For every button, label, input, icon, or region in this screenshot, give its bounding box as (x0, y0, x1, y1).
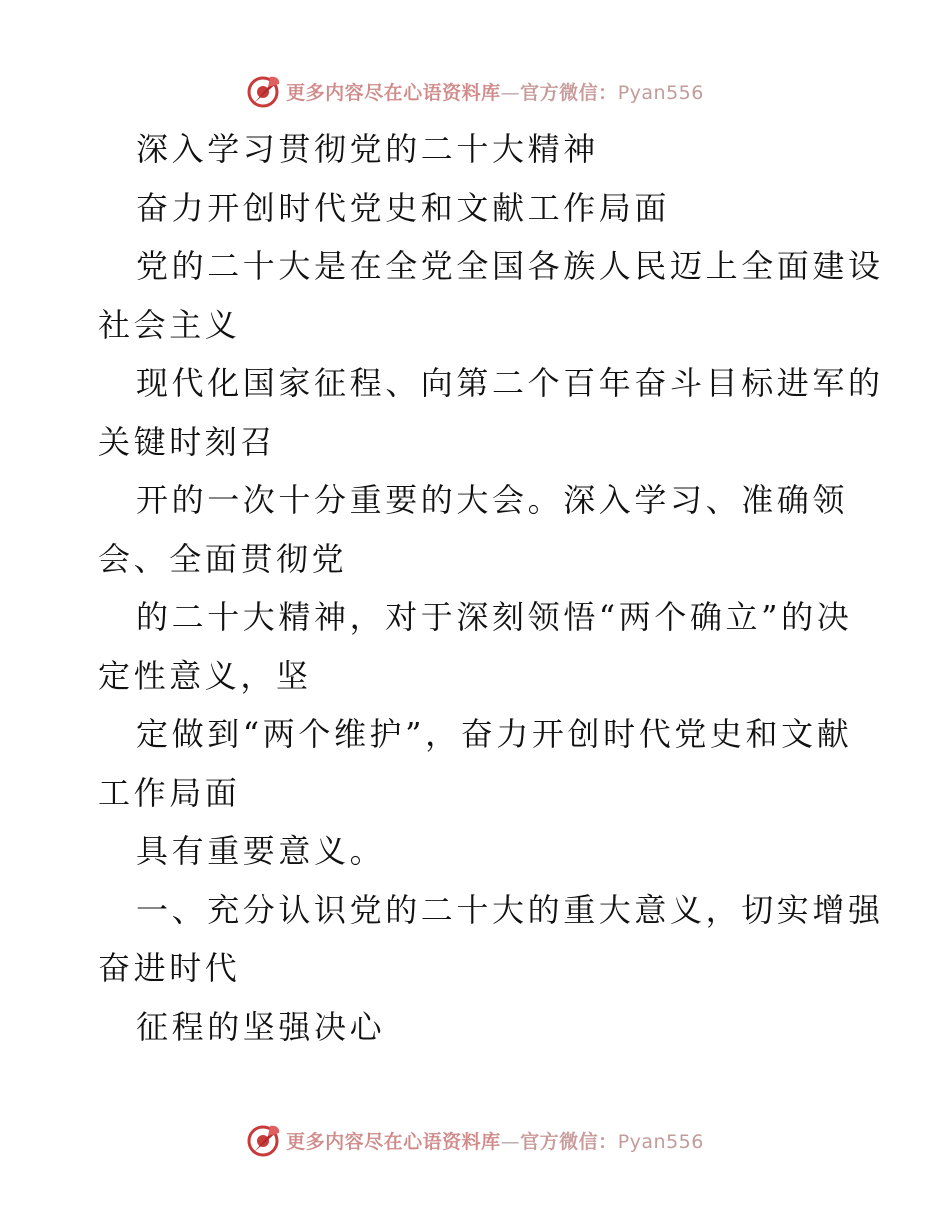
paragraph-line: 定性意义，坚 (98, 656, 312, 695)
subtitle-line: 奋力开创时代党史和文献工作局面 (136, 188, 671, 227)
paragraph-line: 现代化国家征程、向第二个百年奋斗目标进军的 (136, 364, 884, 402)
wechat-id: Pyan556 (617, 1130, 704, 1153)
feather-logo-icon (246, 73, 282, 109)
title-line: 深入学习贯彻党的二十大精神 (136, 130, 599, 168)
brand-text: 更多内容尽在心语资料库 (286, 81, 501, 104)
paragraph-line: 的二十大精神，对于深刻领悟“两个确立”的决 (136, 598, 853, 636)
paragraph-line: 关键时刻召 (98, 422, 277, 461)
watermark-text (286, 1127, 704, 1154)
dash-separator: — (500, 81, 521, 104)
section-heading-line: 征程的坚强决心 (136, 1007, 386, 1046)
dash-separator: — (500, 1130, 521, 1153)
document-body (98, 120, 884, 1056)
footer-watermark-banner (0, 1120, 950, 1160)
paragraph-line: 定做到“两个维护”，奋力开创时代党史和文献 (136, 715, 853, 753)
section-heading-line: 奋进时代 (98, 949, 241, 987)
header-watermark-banner (0, 71, 950, 111)
paragraph-line: 会、全面贯彻党 (98, 539, 348, 578)
official-wechat-label: 官方微信： (520, 1130, 618, 1153)
paragraph-line: 党的二十大是在全党全国各族人民迈上全面建设 (136, 247, 884, 285)
brand-text: 更多内容尽在心语资料库 (286, 1130, 501, 1153)
paragraph-line: 工作局面 (98, 773, 241, 812)
wechat-id: Pyan556 (617, 81, 704, 104)
paragraph-line: 具有重要意义。 (136, 832, 386, 870)
watermark-text (286, 78, 704, 105)
section-heading-line: 一、充分认识党的二十大的重大意义，切实增强 (136, 890, 884, 929)
feather-logo-icon (246, 1122, 282, 1158)
paragraph-line: 开的一次十分重要的大会。深入学习、准确领 (136, 481, 849, 519)
paragraph-line: 社会主义 (98, 305, 241, 344)
official-wechat-label: 官方微信： (520, 81, 618, 104)
